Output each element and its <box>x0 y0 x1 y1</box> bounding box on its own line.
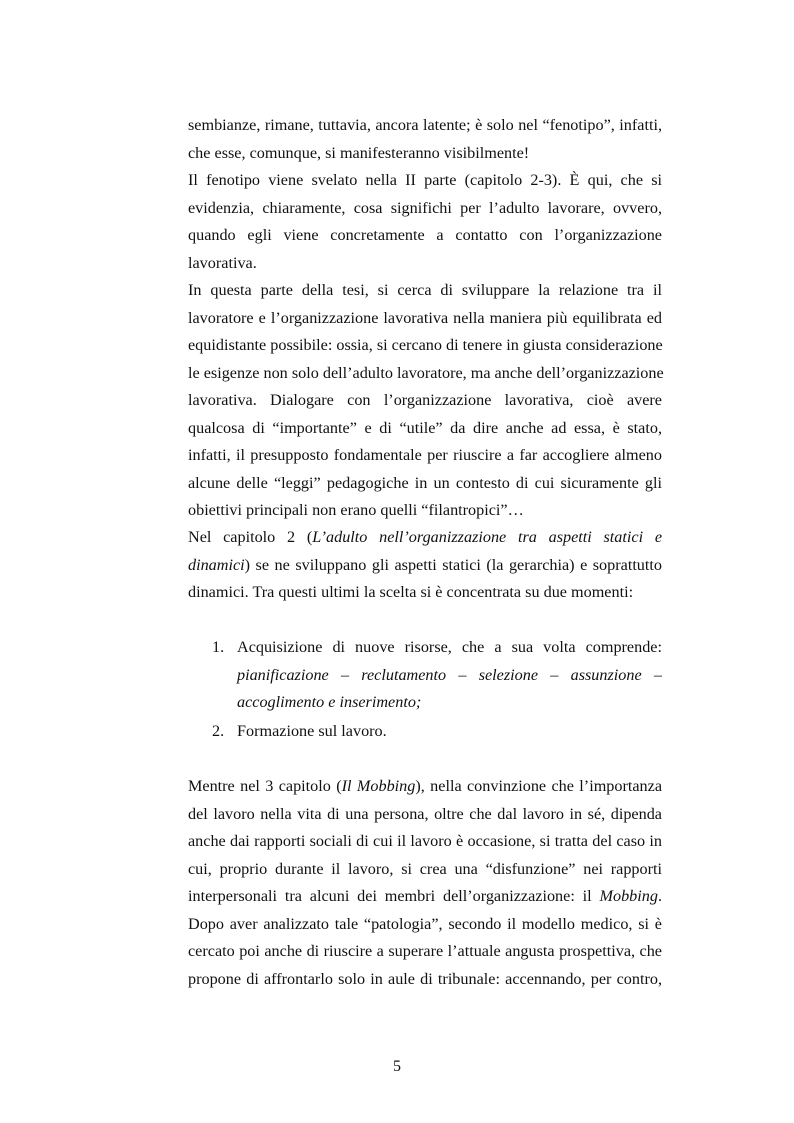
text-line: lavorativa. Dialogare con l’organizzazione lavorativa, cioè avere <box>188 391 662 409</box>
list-item-line <box>237 666 662 685</box>
text-run: Nel capitolo 2 ( <box>188 528 313 546</box>
text-line <box>188 777 662 797</box>
text-line <box>188 528 662 548</box>
text-run: ) se ne sviluppano gli aspetti statici (la gerarchia) e soprattutto <box>244 555 662 574</box>
text-line: equidistante possibile: ossia, si cercano di tenere in giusta considerazione <box>188 336 663 354</box>
text-line: cui, proprio durante il lavoro, si crea una “disfunzione” nei rapporti <box>188 859 662 878</box>
text-line: le esigenze non solo dell’adulto lavoratore, ma anche dell’organizzazione <box>188 363 664 382</box>
text-line: infatti, il presupposto fondamentale per riuscire a far accogliere almeno <box>188 446 662 464</box>
page-number: 5 <box>393 1058 401 1075</box>
text-line: cercato poi anche di riuscire a superare l’attuale angusta prospettiva, che <box>188 942 662 960</box>
text-line <box>188 556 662 576</box>
text-line: qualcosa di “importante” e di “utile” da dire anche ad essa, è stato, <box>188 418 662 437</box>
list-number: 2. <box>212 722 225 740</box>
text-run: . <box>657 887 662 905</box>
text-line: sembianze, rimane, tuttavia, ancora latente; è solo nel “fenotipo”, infatti, <box>188 116 662 134</box>
text-run: interpersonali tra alcuni dei membri dell’organizzazione: il <box>188 887 600 905</box>
list-item-line <box>237 693 662 712</box>
list-number: 1. <box>212 638 225 656</box>
text-line: che esse, comunque, si manifesteranno visibilmente! <box>188 143 530 162</box>
text-line: alcune delle “leggi” pedagogiche in un contesto di cui sicuramente gli <box>188 473 662 492</box>
text-line: lavorativa. <box>188 253 257 272</box>
text-line: anche dai rapporti sociali di cui il lavoro è occasione, si tratta del caso in <box>188 832 662 850</box>
text-line <box>188 887 662 907</box>
text-line: Dopo aver analizzato tale “patologia”, secondo il modello medico, si è <box>188 914 662 933</box>
italic-run: Il Mobbing <box>341 777 416 795</box>
chapter-title-italic: L’adulto nell’organizzazione tra aspetti statici e <box>312 528 663 546</box>
text-line: evidenzia, chiaramente, cosa significhi per l’adulto lavorare, ovvero, <box>188 198 662 217</box>
text-line: propone di affrontarlo solo in aule di tribunale: accennando, per contro, <box>188 969 662 988</box>
chapter-title-italic: dinamici <box>188 555 245 574</box>
italic-run: pianificazione – reclutamento – selezione – assunzione – <box>237 665 662 684</box>
text-line: lavoratore e l’organizzazione lavorativa nella maniera più equilibrata ed <box>188 308 662 327</box>
italic-run: accoglimento e inserimento; <box>237 693 422 711</box>
text-line: Il fenotipo viene svelato nella II parte (capitolo 2-3). È qui, che si <box>188 171 662 189</box>
list-item-line: Formazione sul lavoro. <box>237 722 387 740</box>
italic-run: Mobbing <box>599 887 658 905</box>
text-run: Mentre nel 3 capitolo ( <box>188 777 342 795</box>
text-line: obiettivi principali non erano quelli “filantropici”… <box>188 501 524 519</box>
text-line: In questa parte della tesi, si cerca di sviluppare la relazione tra il <box>188 281 662 299</box>
text-line: quando egli viene concretamente a contatto con l’organizzazione <box>188 226 662 244</box>
text-run: ), nella convinzione che l’importanza <box>415 777 663 795</box>
text-line: dinamici. Tra questi ultimi la scelta si è concentrata su due momenti: <box>188 583 634 601</box>
text-line: del lavoro nella vita di una persona, oltre che dal lavoro in sé, dipenda <box>188 804 662 823</box>
list-item-line: Acquisizione di nuove risorse, che a sua volta comprende: <box>237 638 662 656</box>
